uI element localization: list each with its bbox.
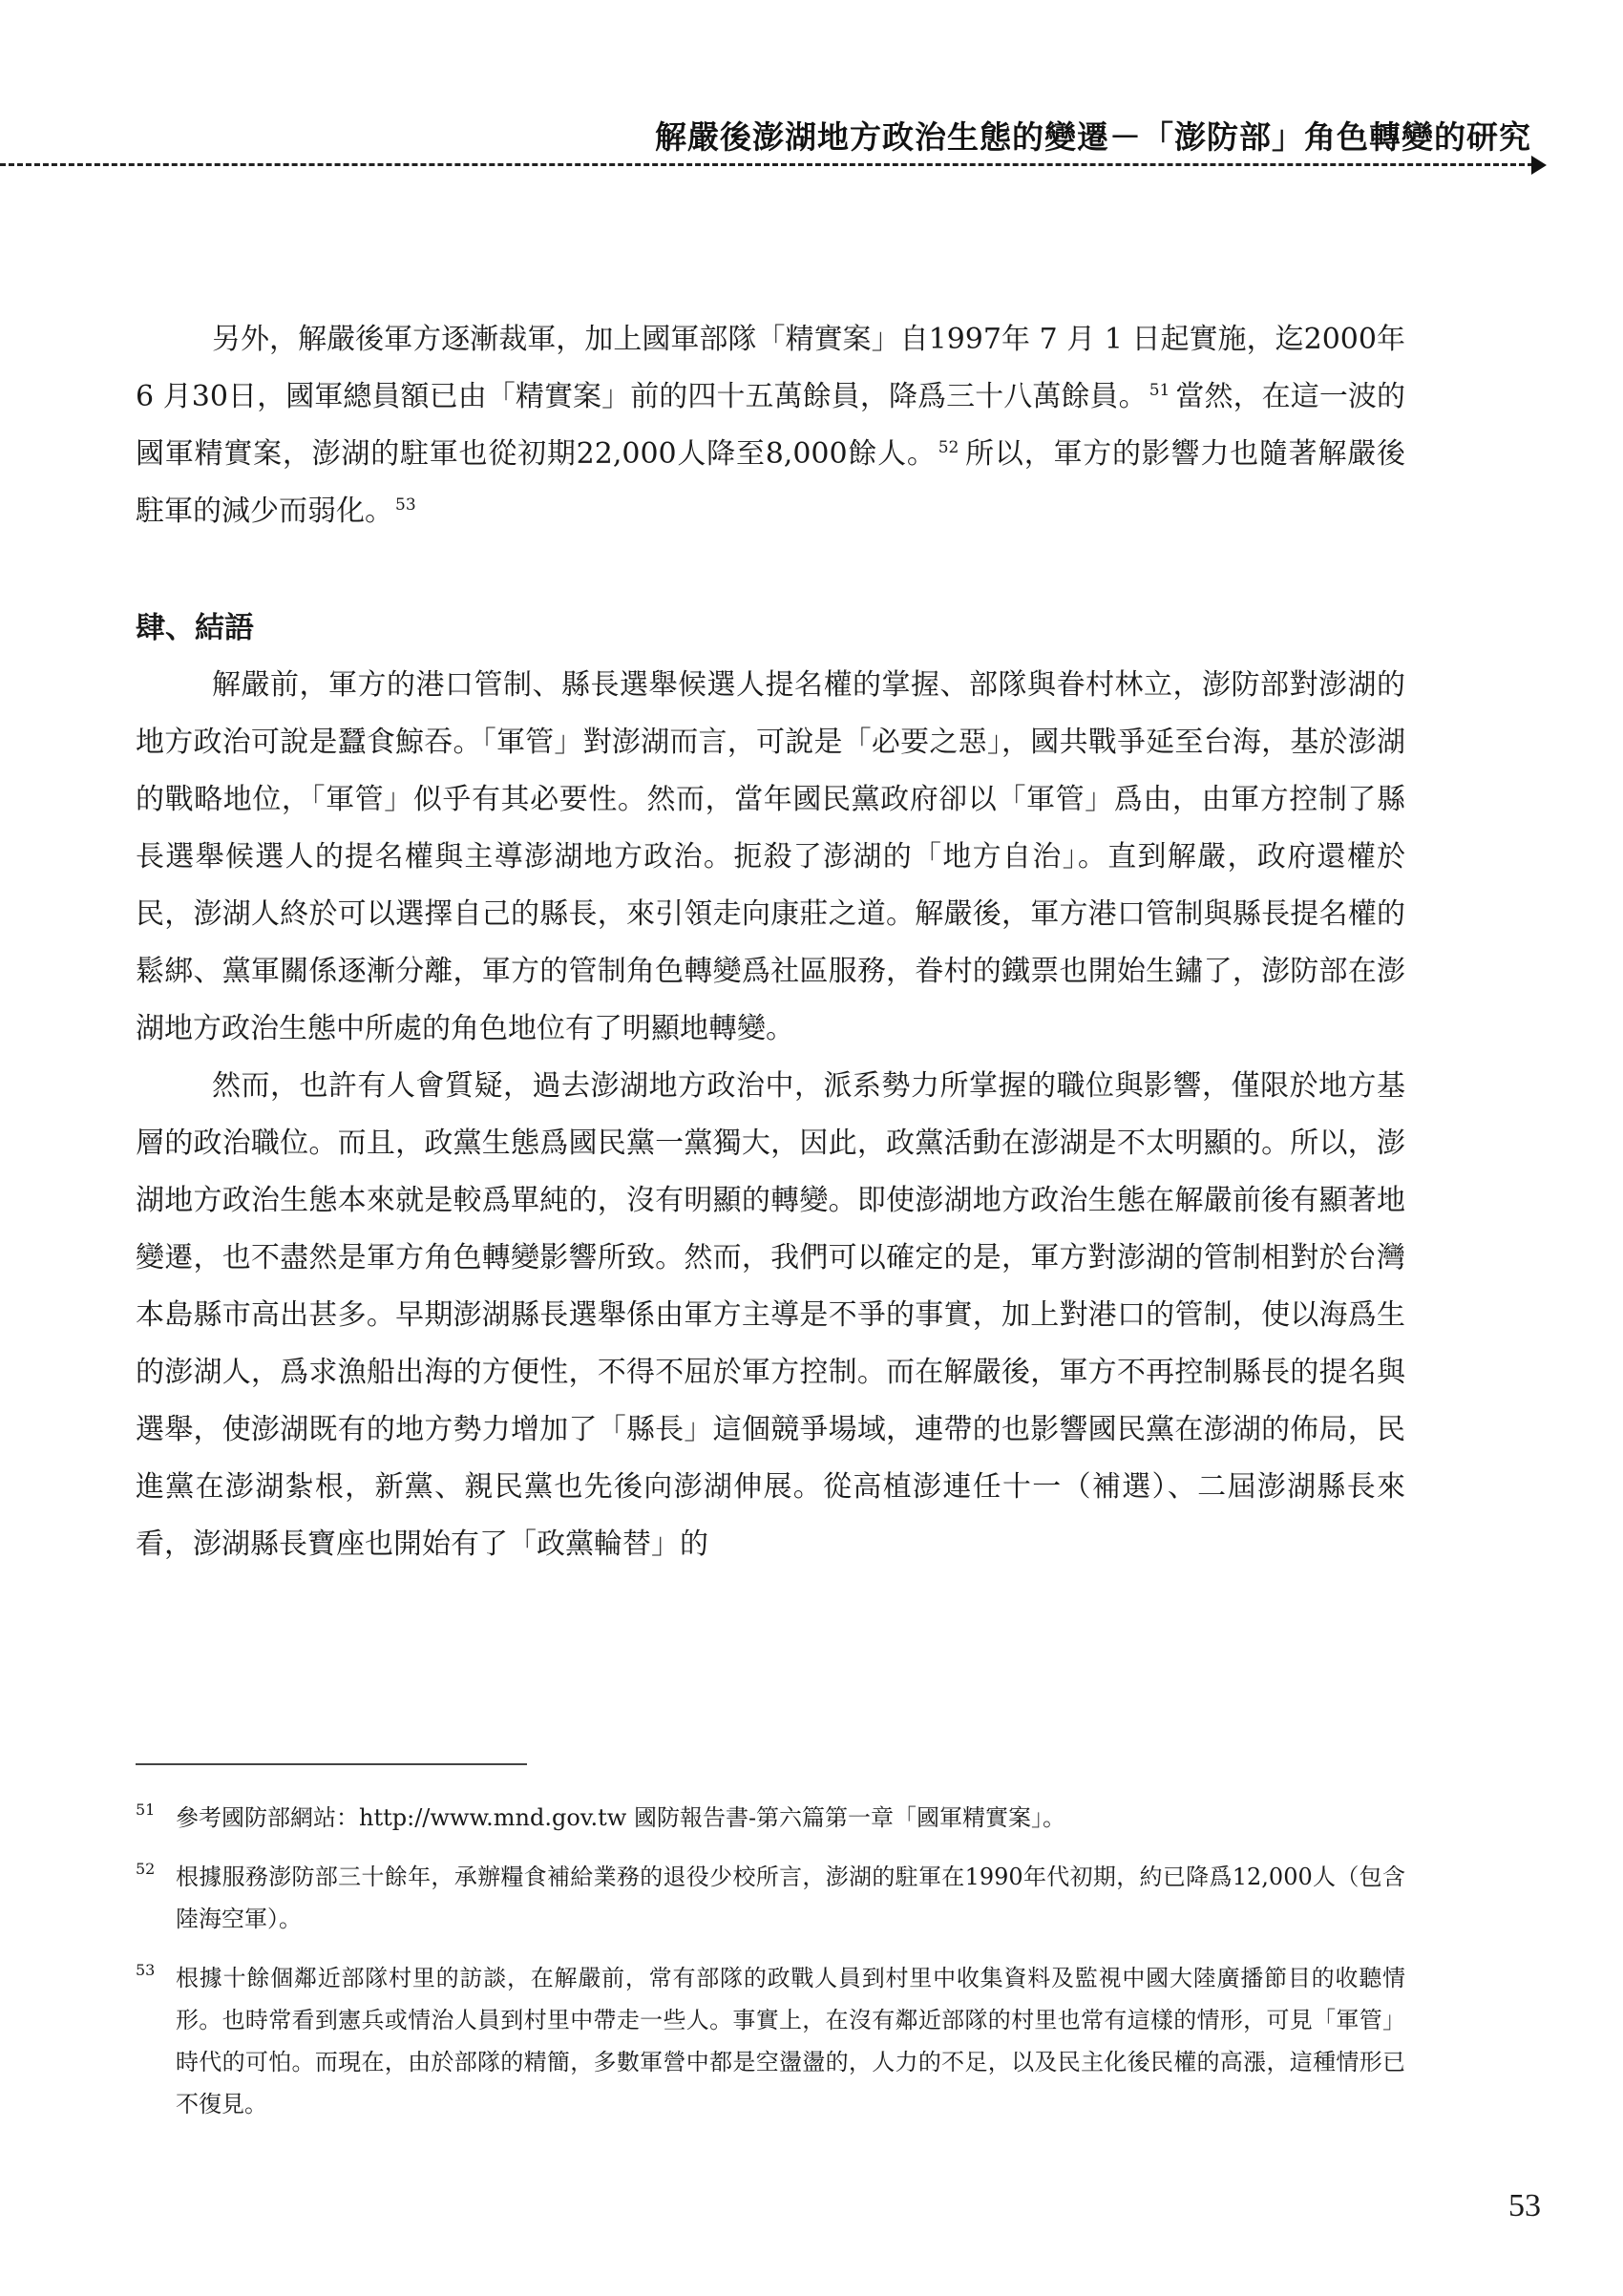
footnote-51	[136, 1797, 1405, 1839]
footnote-ref-51[interactable]: 51	[1149, 381, 1170, 400]
section-heading: 肆、結語	[136, 611, 254, 645]
paragraph: 然而，也許有人會質疑，過去澎湖地方政治中，派系勢力所掌握的職位與影響，僅限於地方基層的政治職位。而且，政黨生態爲國民黨一黨獨大，因此，政黨活動在澎湖是不太明顯的。所以，澎湖地方政治生態本來就是較爲單純的，沒有明顯的轉變。即使澎湖地方政治生態在解嚴前後有顯著地變遷，也不盡然是軍方角色轉變影響所致。然而，我們可以確定的是，軍方對澎湖的管制相對於台灣本島縣市高出甚多。早期澎湖縣長選舉係由軍方主導是不爭的事實，加上對港口的管制，使以海爲生的澎湖人，爲求漁船出海的方便性，不得不屈於軍方控制。而在解嚴後，軍方不再控制縣長的提名與選舉，使澎湖既有的地方勢力增加了「縣長」這個競爭場域，連帶的也影響國民黨在澎湖的佈局，民進黨在澎湖紮根，新黨、親民黨也先後向澎湖伸展。從高植澎連任十一（補選）、二屆澎湖縣長來看，澎湖縣長寶座也開始有了「政黨輪替」的	[136, 1069, 1405, 1561]
running-head-title: 解嚴後澎湖地方政治生態的變遷－「澎防部」角色轉變的研究	[655, 118, 1531, 156]
footnote-text: 根據服務澎防部三十餘年，承辦糧食補給業務的退役少校所言，澎湖的駐軍在1990年代初期，約已降爲12,000人（包含陸海空軍）。	[176, 1864, 1405, 1932]
footnote-53	[136, 1957, 1405, 2125]
conclusion-body	[136, 657, 1405, 1573]
footnote-text: 根據十餘個鄰近部隊村里的訪談，在解嚴前，常有部隊的政戰人員到村里中收集資料及監視中國大陸廣播節目的收聽情形。也時常看到憲兵或情治人員到村里中帶走一些人。事實上，在沒有鄰近部隊的村里也常有這樣的情形，可見「軍管」時代的可怕。而現在，由於部隊的精簡，多數軍營中都是空盪盪的，人力的不足，以及民主化後民權的高漲，這種情形已不復見。	[176, 1965, 1405, 2117]
footnote-number: 53	[136, 1961, 156, 1979]
paragraph-military-downsizing	[136, 311, 1405, 540]
paragraph: 解嚴前，軍方的港口管制、縣長選舉候選人提名權的掌握、部隊與眷村林立，澎防部對澎湖的地方政治可說是蠶食鯨吞。「軍管」對澎湖而言，可說是「必要之惡」，國共戰爭延至台海，基於澎湖的戰略地位，「軍管」似乎有其必要性。然而，當年國民黨政府卻以「軍管」爲由，由軍方控制了縣長選舉候選人的提名權與主導澎湖地方政治。扼殺了澎湖的「地方自治」。直到解嚴，政府還權於民，澎湖人終於可以選擇自己的縣長，來引領走向康莊之道。解嚴後，軍方港口管制與縣長提名權的鬆綁、黨軍關係逐漸分離，軍方的管制角色轉變爲社區服務，眷村的鐵票也開始生鏽了，澎防部在澎湖地方政治生態中所處的角色地位有了明顯地轉變。	[136, 668, 1405, 1045]
footnote-ref-53[interactable]: 53	[395, 495, 416, 515]
footnote-52	[136, 1856, 1405, 1940]
footnote-separator	[136, 1763, 527, 1765]
footnote-ref-52[interactable]: 52	[938, 438, 959, 457]
header-dashed-rule	[0, 163, 1533, 166]
footnote-number: 51	[136, 1801, 156, 1819]
footnotes	[136, 1797, 1405, 2142]
page-number: 53	[1508, 2188, 1541, 2223]
header-arrow-icon	[1531, 156, 1547, 175]
footnote-text: 參考國防部網站：http://www.mnd.gov.tw 國防報告書-第六篇第一章「國軍精實案」。	[176, 1804, 1066, 1831]
paragraph-text: 所以，軍方的影響力也隨著解嚴後駐軍的減少而弱化。	[136, 437, 1406, 528]
paragraph-text: 當然，在這一波的國軍精實案，澎湖的駐軍也從初期22,000人降至8,000餘人。	[136, 380, 1406, 471]
paragraph	[136, 311, 1405, 540]
footnote-number: 52	[136, 1860, 156, 1878]
paragraph-text: 另外，解嚴後軍方逐漸裁軍，加上國軍部隊「精實案」自1997年 7 月 1 日起實施，迄2000年 6 月30日，國軍總員額已由「精實案」前的四十五萬餘員，降爲三十八萬餘員。	[136, 323, 1405, 413]
